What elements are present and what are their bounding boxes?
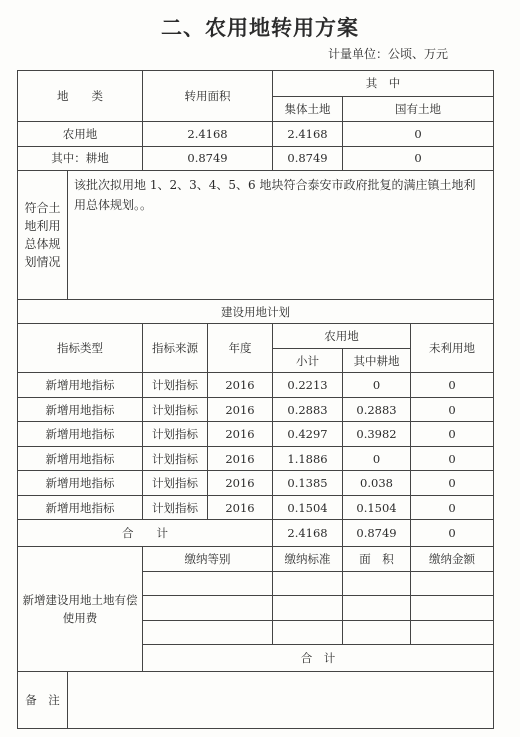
header-cultivated: 其中耕地 (343, 348, 411, 373)
header-among: 其 中 (273, 71, 494, 97)
cultivated-cell: 0.3982 (343, 422, 411, 447)
collective-cell: 2.4168 (273, 122, 343, 147)
year-cell: 2016 (208, 446, 273, 471)
cultivated-cell: 0.038 (343, 471, 411, 496)
table-row (18, 397, 494, 422)
year-cell: 2016 (208, 373, 273, 398)
subtotal-cell: 0.2883 (273, 397, 343, 422)
fee-total-label: 合 计 (143, 645, 494, 672)
indicator-source-cell: 计划指标 (143, 397, 208, 422)
header-indicator-type: 指标类型 (18, 324, 143, 373)
indicator-type-cell: 新增用地指标 (18, 422, 143, 447)
total-subtotal: 2.4168 (273, 520, 343, 547)
indicator-source-cell: 计划指标 (143, 471, 208, 496)
indicator-type-cell: 新增用地指标 (18, 373, 143, 398)
page-title: 二、农用地转用方案 (161, 15, 359, 40)
header-land-type: 地 类 (18, 71, 143, 122)
construction-section-title: 建设用地计划 (18, 299, 494, 324)
header-farmland: 农用地 (273, 324, 411, 349)
total-row (18, 520, 494, 547)
cultivated-cell: 0.1504 (343, 495, 411, 520)
total-label: 合 计 (18, 520, 273, 547)
header-subtotal: 小计 (273, 348, 343, 373)
header-payment-standard: 缴纳标准 (273, 547, 343, 572)
area-cell: 0.8749 (143, 146, 273, 171)
planning-label: 符合土地利用总体规划情况 (18, 171, 68, 300)
table-row (18, 422, 494, 447)
fee-label: 新增建设用地土地有偿使用费 (18, 547, 143, 672)
unused-cell: 0 (411, 397, 494, 422)
total-cultivated: 0.8749 (343, 520, 411, 547)
area-cell: 2.4168 (143, 122, 273, 147)
header-year: 年度 (208, 324, 273, 373)
indicator-type-cell: 新增用地指标 (18, 397, 143, 422)
subtotal-cell: 0.1385 (273, 471, 343, 496)
year-cell: 2016 (208, 397, 273, 422)
indicator-type-cell: 新增用地指标 (18, 446, 143, 471)
cultivated-cell: 0 (343, 446, 411, 471)
header-collective-land: 集体土地 (273, 96, 343, 122)
subtotal-cell: 0.4297 (273, 422, 343, 447)
indicator-source-cell: 计划指标 (143, 495, 208, 520)
header-state-land: 国有土地 (343, 96, 494, 122)
table-row (18, 471, 494, 496)
table-row (18, 122, 494, 147)
collective-cell: 0.8749 (273, 146, 343, 171)
land-type-cell: 农用地 (18, 122, 143, 147)
unused-cell: 0 (411, 446, 494, 471)
indicator-source-cell: 计划指标 (143, 446, 208, 471)
table-row (18, 373, 494, 398)
unused-cell: 0 (411, 495, 494, 520)
header-payment-grade: 缴纳等别 (143, 547, 273, 572)
land-type-cell: 其中：耕地 (18, 146, 143, 171)
subtotal-cell: 1.1886 (273, 446, 343, 471)
header-indicator-source: 指标来源 (143, 324, 208, 373)
remarks-content (68, 671, 494, 728)
cultivated-cell: 0.2883 (343, 397, 411, 422)
table-row (18, 446, 494, 471)
table-row (18, 495, 494, 520)
header-fee-area: 面 积 (343, 547, 411, 572)
state-cell: 0 (343, 146, 494, 171)
year-cell: 2016 (208, 495, 273, 520)
unused-cell: 0 (411, 422, 494, 447)
header-unused-land: 未利用地 (411, 324, 494, 373)
land-conversion-table (17, 70, 494, 729)
subtotal-cell: 0.1504 (273, 495, 343, 520)
state-cell: 0 (343, 122, 494, 147)
unused-cell: 0 (411, 471, 494, 496)
subtotal-cell: 0.2213 (273, 373, 343, 398)
unused-cell: 0 (411, 373, 494, 398)
year-cell: 2016 (208, 422, 273, 447)
planning-text: 该批次拟用地 1、2、3、4、5、6 地块符合泰安市政府批复的满庄镇土地利用总体规划。。 (68, 171, 494, 300)
header-area: 转用面积 (143, 71, 273, 122)
header-payment-amount: 缴纳金额 (411, 547, 494, 572)
year-cell: 2016 (208, 471, 273, 496)
table-row (18, 146, 494, 171)
cultivated-cell: 0 (343, 373, 411, 398)
indicator-type-cell: 新增用地指标 (18, 495, 143, 520)
unit-label: 计量单位：公顷、万元 (327, 47, 448, 61)
indicator-source-cell: 计划指标 (143, 422, 208, 447)
total-unused: 0 (411, 520, 494, 547)
remarks-label: 备 注 (18, 671, 68, 728)
indicator-source-cell: 计划指标 (143, 373, 208, 398)
indicator-type-cell: 新增用地指标 (18, 471, 143, 496)
